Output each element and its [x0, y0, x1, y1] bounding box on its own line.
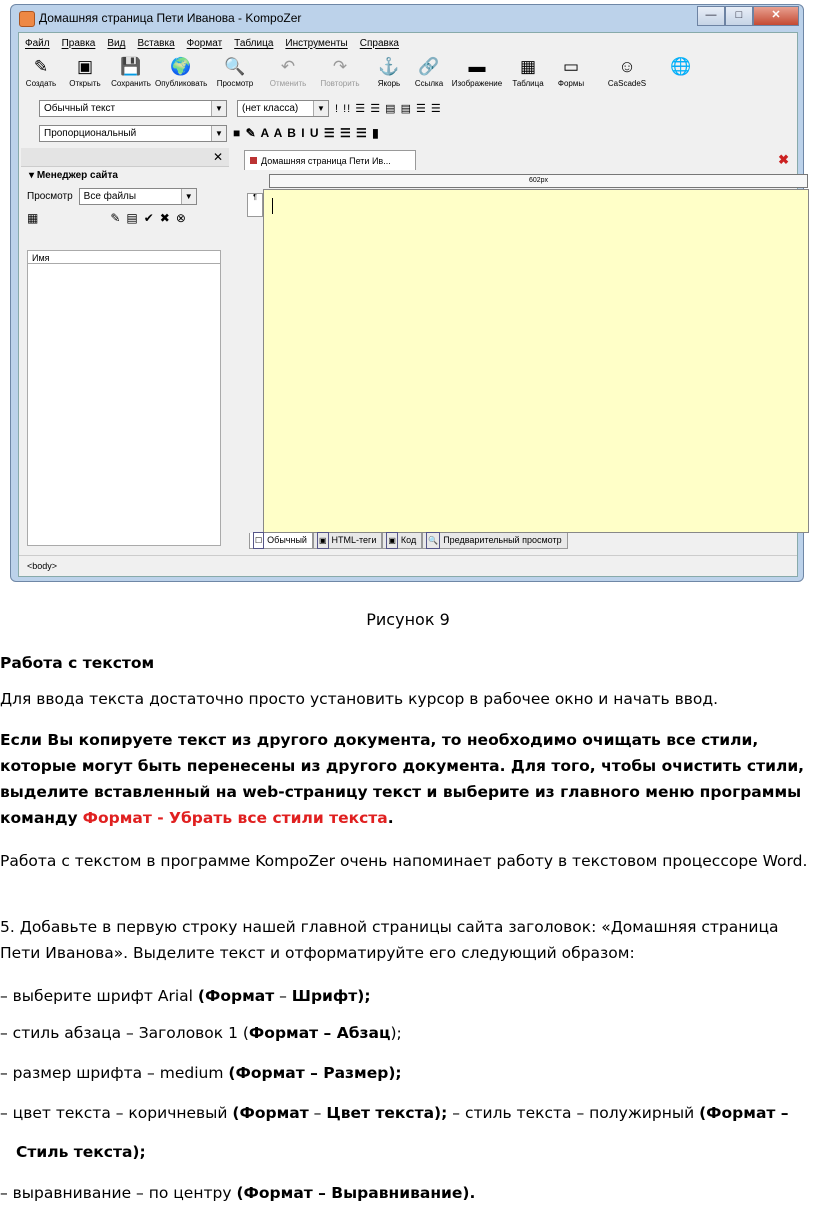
- li4d: Цвет текста);: [326, 1104, 448, 1122]
- minimize-button[interactable]: —: [697, 6, 725, 26]
- paragraph-1: Для ввода текста достаточно просто установить курсор в рабочее окно и начать ввод.: [0, 690, 718, 708]
- view-tab-label-1: HTML-теги: [331, 535, 377, 545]
- li2c: );: [390, 1024, 402, 1042]
- li1c: –: [274, 987, 292, 1005]
- view-tab-label-2: Код: [400, 535, 417, 545]
- site-manager-title-text: Менеджер сайта: [36, 170, 118, 181]
- list-item-font: [0, 983, 812, 1009]
- paragraph-2: [0, 727, 812, 831]
- toolbar-button-11[interactable]: [549, 54, 593, 96]
- toolbar-label-11: Формы: [557, 79, 585, 88]
- client-area: [18, 32, 798, 577]
- class-select-value: (нет класса): [242, 102, 299, 114]
- li4a: – цвет текста – коричневый: [0, 1104, 233, 1122]
- font-select-value: Пропорциональный: [44, 127, 137, 139]
- site-actions-icons[interactable]: ✎▤✔✖⊗: [110, 211, 192, 225]
- toolbar-button-7[interactable]: [367, 54, 411, 96]
- text-style-buttons[interactable]: ■ ✎ A A B I U ☰ ☰ ☰ ▮: [233, 126, 380, 140]
- app-window: [10, 4, 804, 582]
- maximize-button[interactable]: □: [725, 6, 753, 26]
- figure-caption: Рисунок 9: [366, 610, 450, 629]
- text-caret: [272, 198, 273, 214]
- panel-header: [21, 148, 229, 167]
- menu-item-4[interactable]: Формат: [186, 37, 223, 49]
- menu-item-5[interactable]: Таблица: [234, 37, 274, 49]
- view-tab-1[interactable]: [313, 533, 382, 549]
- toolbar-label-7: Якорь: [377, 79, 401, 88]
- view-tab-icon-2: ▣: [386, 532, 398, 549]
- toolbar-button-3[interactable]: [155, 54, 207, 96]
- site-icon[interactable]: ▦: [27, 211, 39, 225]
- view-tab-0[interactable]: [249, 533, 313, 549]
- browse-row: [21, 185, 229, 207]
- toolbar-button-6[interactable]: [313, 54, 367, 96]
- li1d: Шрифт);: [291, 987, 371, 1005]
- view-tab-icon-0: ☐: [253, 532, 264, 549]
- list-buttons-icon[interactable]: ! !! ☰ ☰ ▤ ▤ ☰ ☰: [335, 102, 442, 115]
- toolbar-label-4: Просмотр: [216, 79, 254, 88]
- toolbar-icon-2: 💾: [120, 57, 142, 76]
- menu-item-0[interactable]: Файл: [25, 37, 50, 49]
- toolbar-icon-7: ⚓: [378, 57, 400, 76]
- toolbar-label-2: Сохранить: [111, 79, 151, 88]
- document-tab[interactable]: [244, 150, 416, 170]
- paragraph-4: 5. Добавьте в первую строку нашей главной страницы сайта заголовок: «Домашняя страница Пети Иванова». Выделите текст и отформатируйте его следующий образом:: [0, 918, 779, 962]
- view-tab-2[interactable]: [382, 533, 422, 549]
- chevron-down-icon: ▼: [181, 189, 196, 204]
- format-toolbar-1: [19, 97, 797, 119]
- document-tabbar: [244, 150, 797, 172]
- section-heading: Работа с текстом: [0, 654, 155, 672]
- paragraph-style-select[interactable]: [39, 100, 227, 117]
- window-title: Домашняя страница Пети Иванова - KompoZer: [39, 11, 302, 25]
- toolbar-icon-9: ▬: [468, 57, 486, 76]
- li3b: (Формат – Размер);: [228, 1064, 402, 1082]
- close-button[interactable]: ✕: [753, 6, 799, 26]
- toolbar-button-12[interactable]: [593, 54, 661, 96]
- li4e: – стиль текста – полужирный: [447, 1104, 700, 1122]
- list-item-color-cont: [16, 1139, 816, 1165]
- toolbar-icon-5: ↶: [280, 57, 296, 76]
- toolbar-button-13[interactable]: [661, 54, 701, 96]
- page-icon: [250, 157, 257, 164]
- toolbar-label-6: Повторить: [320, 79, 360, 88]
- browse-filter-value: Все файлы: [83, 190, 137, 202]
- toolbar-label-3: Опубликовать: [155, 79, 208, 88]
- site-manager-toolbar: [21, 207, 229, 229]
- li4c: –: [308, 1104, 327, 1122]
- menu-bar: [19, 33, 797, 53]
- toolbar-label-9: Изображение: [451, 79, 503, 88]
- toolbar-icon-8: 🔗: [418, 57, 440, 76]
- close-tab-icon[interactable]: ✖: [778, 152, 789, 167]
- list-item-align: [0, 1180, 812, 1206]
- list-item-color: [0, 1100, 812, 1126]
- toolbar-icon-4: 🔍: [224, 57, 246, 76]
- text-tools-label: A A B I U: [260, 126, 320, 140]
- site-manager-title[interactable]: ▾ Менеджер сайта: [29, 170, 118, 181]
- li2b: Формат – Абзац: [248, 1024, 391, 1042]
- main-toolbar: [19, 54, 797, 96]
- format-toolbar-2: [19, 122, 797, 144]
- li4f: (Формат –: [699, 1104, 789, 1122]
- toolbar-label-8: Ссылка: [414, 79, 444, 88]
- file-list[interactable]: [27, 264, 221, 546]
- toolbar-label-0: Создать: [25, 79, 57, 88]
- name-column-header[interactable]: [27, 250, 221, 264]
- li1b: (Формат: [197, 987, 275, 1005]
- li5b: (Формат – Выравнивание).: [236, 1184, 476, 1202]
- toolbar-icon-12: ☺: [618, 57, 636, 76]
- li4b: (Формат: [232, 1104, 309, 1122]
- toolbar-icon-10: ▦: [519, 57, 537, 76]
- site-manager-panel: [21, 148, 229, 546]
- toolbar-button-8[interactable]: [411, 54, 447, 96]
- li4g: Стиль текста);: [16, 1143, 146, 1161]
- toolbar-icon-13: 🌐: [670, 57, 692, 76]
- toolbar-icon-3: 🌍: [170, 57, 192, 76]
- li3a: – размер шрифта – medium: [0, 1064, 229, 1082]
- toolbar-icon-0: ✎: [33, 57, 49, 76]
- view-mode-tabs: [249, 533, 568, 549]
- chevron-down-icon: ▼: [313, 101, 328, 116]
- toolbar-button-0[interactable]: [19, 54, 63, 96]
- paragraph-3: Работа с текстом в программе KompoZer очень напоминает работу в текстовом процессоре Word.: [0, 852, 808, 870]
- toolbar-icon-1: ▣: [76, 57, 94, 76]
- class-select[interactable]: [237, 100, 329, 117]
- view-tab-icon-3: 🔍: [426, 532, 440, 549]
- toolbar-button-9[interactable]: [447, 54, 507, 96]
- chevron-down-icon: ▼: [211, 126, 226, 141]
- toolbar-icon-11: ▭: [562, 57, 580, 76]
- browse-filter-select[interactable]: [79, 188, 197, 205]
- view-tab-icon-1: ▣: [317, 532, 329, 549]
- view-tab-3[interactable]: [422, 533, 567, 549]
- toolbar-button-2[interactable]: [107, 54, 155, 96]
- toolbar-label-10: Таблица: [512, 79, 544, 88]
- width-ruler: 602px: [269, 174, 808, 188]
- font-select[interactable]: [39, 125, 227, 142]
- view-tab-label-3: Предварительный просмотр: [443, 535, 562, 545]
- browse-label: Просмотр: [27, 190, 73, 202]
- li2a: – стиль абзаца – Заголовок 1 (: [0, 1024, 249, 1042]
- list-item-paragraph-style: [0, 1020, 812, 1046]
- menu-item-1[interactable]: Правка: [61, 37, 96, 49]
- paragraph-2-end: .: [387, 809, 394, 827]
- kompozer-icon: [19, 11, 35, 27]
- menu-item-3[interactable]: Вставка: [137, 37, 175, 49]
- toolbar-button-5[interactable]: [263, 54, 313, 96]
- menu-item-6[interactable]: Инструменты: [285, 37, 348, 49]
- toolbar-label-5: Отменить: [269, 79, 307, 88]
- title-bar[interactable]: [11, 5, 803, 31]
- menu-item-2[interactable]: Вид: [107, 37, 126, 49]
- paragraph-marker-icon: ¶: [247, 193, 263, 217]
- toolbar-label-1: Открыть: [69, 79, 101, 88]
- toolbar-label-12: CaScadeS: [607, 79, 647, 88]
- editor-area[interactable]: [263, 189, 809, 533]
- paragraph-style-value: Обычный текст: [44, 102, 116, 114]
- list-item-size: [0, 1060, 812, 1086]
- toolbar-button-1[interactable]: [63, 54, 107, 96]
- toolbar-button-10[interactable]: [507, 54, 549, 96]
- toolbar-button-4[interactable]: [207, 54, 263, 96]
- chevron-down-icon: ▼: [211, 101, 226, 116]
- li1a: – выберите шрифт Arial: [0, 987, 198, 1005]
- toolbar-icon-6: ↷: [332, 57, 348, 76]
- name-column-label: Имя: [32, 253, 50, 263]
- menu-command-highlight: Формат - Убрать все стили текста: [82, 809, 388, 827]
- li5a: – выравнивание – по центру: [0, 1184, 237, 1202]
- paragraph-2-bold: Если Вы копируете текст из другого документа, то необходимо очищать все стили, которые могут быть перенесены из другого документа. Для того, чтобы очистить стили, выделите вставленный на web-страницу текст и выберите из главного меню программы команду: [0, 731, 805, 827]
- status-bar: <body>: [19, 555, 797, 576]
- close-icon[interactable]: ✕: [212, 150, 223, 164]
- view-tab-label-0: Обычный: [267, 535, 307, 545]
- menu-item-7[interactable]: Справка: [359, 37, 399, 49]
- document-tab-title: Домашняя страница Пети Ив...: [261, 156, 391, 166]
